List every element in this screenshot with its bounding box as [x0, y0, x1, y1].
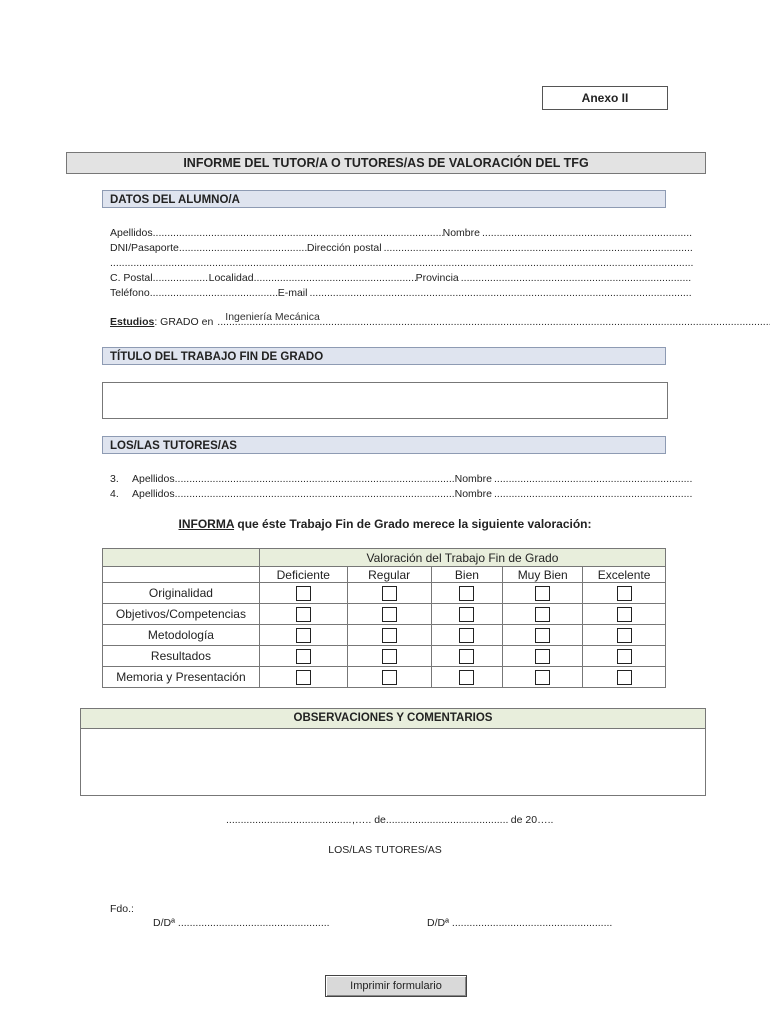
student-section-header: DATOS DEL ALUMNO/A [102, 190, 666, 208]
dni-direccion-line[interactable] [110, 241, 694, 255]
col-header: Deficiente [259, 567, 347, 583]
tfg-title-section-header: TÍTULO DEL TRABAJO FIN DE GRADO [102, 347, 666, 365]
direccion-label: Dirección postal [306, 242, 382, 254]
checkbox[interactable] [382, 586, 397, 601]
checkbox[interactable] [617, 628, 632, 643]
tutor-row[interactable] [110, 472, 694, 486]
tutor-apellidos-label: Apellidos [132, 473, 175, 485]
cpostal-field[interactable] [153, 271, 209, 285]
tutor-row[interactable] [110, 487, 694, 501]
estudios-label: Estudios [110, 316, 155, 328]
checkbox[interactable] [382, 628, 397, 643]
tutor-apellidos-field[interactable] [175, 487, 455, 501]
date-de-label: de [374, 814, 386, 826]
informa-text: que éste Trabajo Fin de Grado merece la siguiente valoración: [234, 517, 592, 531]
email-label: E-mail [277, 287, 308, 299]
direccion-field[interactable] [384, 241, 692, 255]
localidad-label: Localidad [208, 272, 254, 284]
print-form-button[interactable]: Imprimir formulario [325, 975, 467, 997]
direccion-field-extra[interactable] [110, 256, 694, 270]
tutor-nombre-label: Nombre [454, 488, 492, 500]
checkbox[interactable] [617, 670, 632, 685]
col-header: Muy Bien [503, 567, 583, 583]
provincia-label: Provincia [415, 272, 459, 284]
checkbox[interactable] [535, 628, 550, 643]
nombre-field[interactable] [482, 226, 692, 240]
telefono-email-line[interactable] [110, 286, 694, 300]
checkbox[interactable] [617, 586, 632, 601]
provincia-field[interactable] [461, 271, 692, 285]
checkbox[interactable] [382, 607, 397, 622]
localidad-field[interactable] [254, 271, 416, 285]
col-header: Bien [431, 567, 503, 583]
criterion-label: Metodología [103, 625, 260, 646]
checkbox[interactable] [296, 586, 311, 601]
date-place-field[interactable] [226, 814, 352, 826]
signature-field[interactable] [178, 917, 330, 929]
checkbox[interactable] [535, 607, 550, 622]
observations-header: OBSERVACIONES Y COMENTARIOS [80, 708, 706, 729]
tutor-nombre-field[interactable] [494, 472, 692, 486]
annex-label: Anexo II [542, 86, 668, 110]
valuation-title: Valoración del Trabajo Fin de Grado [259, 549, 665, 567]
apellidos-label: Apellidos [110, 227, 153, 239]
cp-localidad-provincia-line[interactable] [110, 271, 694, 285]
checkbox[interactable] [296, 649, 311, 664]
telefono-field[interactable] [150, 286, 278, 300]
checkbox[interactable] [459, 628, 474, 643]
checkbox[interactable] [535, 586, 550, 601]
apellidos-nombre-line[interactable] [110, 226, 694, 240]
date-year-label: de 20….. [510, 814, 554, 826]
checkbox[interactable] [535, 670, 550, 685]
tutor-apellidos-label: Apellidos [132, 488, 175, 500]
dni-field[interactable] [179, 241, 307, 255]
informa-keyword: INFORMA [178, 517, 235, 531]
telefono-label: Teléfono [110, 287, 150, 299]
grado-field[interactable] [217, 311, 770, 329]
checkbox[interactable] [617, 649, 632, 664]
signature-field[interactable] [452, 917, 612, 929]
checkbox[interactable] [617, 607, 632, 622]
cpostal-label: C. Postal [110, 272, 153, 284]
checkbox[interactable] [459, 670, 474, 685]
direccion-continuation-line[interactable] [110, 256, 694, 270]
date-line[interactable] [226, 814, 553, 826]
tutor-number: 4. [110, 488, 119, 500]
checkbox[interactable] [459, 586, 474, 601]
checkbox[interactable] [535, 649, 550, 664]
criterion-label: Originalidad [103, 583, 260, 604]
signature-line-1[interactable] [153, 917, 330, 929]
tutor-number: 3. [110, 473, 119, 485]
dd-label: D/Dª [153, 917, 175, 929]
checkbox[interactable] [296, 607, 311, 622]
checkbox[interactable] [382, 649, 397, 664]
criterion-label: Resultados [103, 646, 260, 667]
apellidos-field[interactable] [153, 226, 443, 240]
estudios-line[interactable] [110, 311, 694, 329]
grado-label: : GRADO en [154, 316, 214, 328]
criterion-label: Objetivos/Competencias [103, 604, 260, 625]
tutor-apellidos-field[interactable] [175, 472, 455, 486]
date-month-field[interactable] [386, 814, 508, 826]
dni-label: DNI/Pasaporte [110, 242, 179, 254]
tutors-section-header: LOS/LAS TUTORES/AS [102, 436, 666, 454]
page-title: INFORME DEL TUTOR/A O TUTORES/AS DE VALORACIÓN DEL TFG [66, 152, 706, 174]
col-header: Regular [347, 567, 431, 583]
email-field[interactable] [309, 286, 692, 300]
grado-value: Ingeniería Mecánica [225, 311, 320, 323]
tutor-nombre-field[interactable] [494, 487, 692, 501]
valuation-table [102, 548, 666, 688]
checkbox[interactable] [296, 670, 311, 685]
checkbox[interactable] [296, 628, 311, 643]
checkbox[interactable] [459, 607, 474, 622]
checkbox[interactable] [382, 670, 397, 685]
tutor-nombre-label: Nombre [454, 473, 492, 485]
tfg-title-input[interactable] [102, 382, 668, 419]
tutors-signature-label: LOS/LAS TUTORES/AS [328, 844, 442, 856]
observations-input[interactable] [80, 727, 706, 796]
nombre-label: Nombre [442, 227, 480, 239]
signature-line-2[interactable] [427, 917, 612, 929]
col-header: Excelente [583, 567, 666, 583]
date-sep: ,….. [352, 814, 372, 826]
criterion-label: Memoria y Presentación [103, 667, 260, 688]
checkbox[interactable] [459, 649, 474, 664]
fdo-label: Fdo.: [110, 903, 134, 915]
dd-label: D/Dª [427, 917, 449, 929]
informa-statement [0, 517, 770, 531]
